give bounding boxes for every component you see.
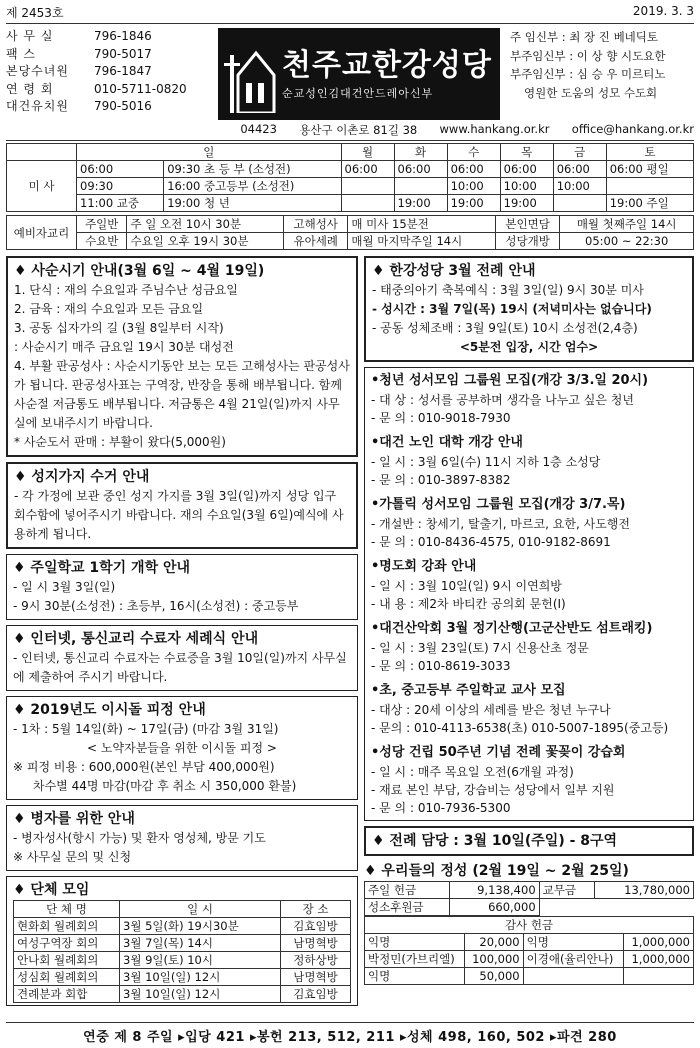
list-item: •청년 성서모임 그룹원 모집(개강 3/3.일 20시) - 대 상 : 성서를 공부하며 생각을 나누고 싶은 청년 - 문 의 : 010-9018-7930	[371, 373, 649, 425]
groups-notice: ♦ 단체 모임 단 체 명 일 시 장 소 현화회 월례회의 3월 5일(화) 19시30분 김효임방 여성구역장 회의 3월 7일(목) 14시 남명혁방 안나회 월례회의 3월 9일(토) 10시 정하상방 성심회 월례회의 3월 10일(일) 12시 남명혁방 견례분과 회합 3월 10일(일) 12시 김효임방	[6, 876, 358, 1006]
street-address: 용산구 이촌로 81길 38	[299, 123, 418, 137]
logo-subtitle: 순교성인김대건안드레아신부	[282, 87, 434, 100]
table-row: 익명 50,000	[365, 968, 694, 985]
contact-kindergarten-spacer	[6, 122, 218, 138]
contact-office: 사 무 실 796-1846	[6, 29, 152, 43]
hymn-footer: 연중 제 8 주일 ▸입당 421 ▸봉헌 213, 512, 211 ▸성체 498, 160, 502 ▸파견 280	[6, 1022, 694, 1045]
church-logo	[218, 28, 500, 120]
catechumen-label: 예비자교리	[7, 216, 77, 250]
contact-kindergarten: 대건유치원 790-5016	[6, 99, 152, 113]
mass-label: 미 사	[7, 161, 77, 212]
issue-row	[6, 4, 694, 24]
table-row: 성소후원금 660,000	[365, 899, 694, 916]
clergy-assistant-2: 부주임신부 : 심 승 우 미르티노	[510, 67, 666, 81]
address-row	[6, 120, 694, 141]
mass-row: 미 사 06:00 09:30 초 등 부 (소성전) 06:00 06:00 06:00 06:00 06:00 06:00 평일	[7, 161, 694, 178]
mass-schedule-table	[6, 143, 694, 212]
contact-fax: 팩 스 790-5017	[6, 46, 152, 61]
thanks-offering-table	[364, 916, 694, 985]
table-row: 익명 20,000 익명 1,000,000	[365, 934, 694, 951]
palm-notice: ♦ 성지가지 수거 안내 - 각 가정에 보관 중인 성지 가지를 3월 3일(일)까지 성당 입구 회수함에 넣어주시기 바랍니다. 재의 수요일(3월 6일)예식에 사용하게 됩니다.	[6, 462, 358, 549]
church-building-icon	[222, 35, 282, 113]
table-row: 성심회 월례회의 3월 10일(일) 12시 남명혁방	[14, 969, 351, 986]
table-row: 박정민(가브리엘) 100,000 이경애(율리안나) 1,000,000	[365, 951, 694, 968]
header	[6, 28, 694, 120]
sacrament-table	[6, 215, 694, 250]
table-row: 주일 헌금 9,138,400 교무금 13,780,000	[365, 882, 694, 899]
left-column	[6, 256, 358, 1011]
list-item: •대건산악회 3월 정기산행(고군산반도 섬트래킹) - 일 시 : 3월 23일(토) 7시 신용산초 정문 - 문 의 : 010-8619-3033	[371, 621, 653, 673]
table-row: 현화회 월례회의 3월 5일(화) 19시30분 김효임방	[14, 918, 351, 935]
retreat-notice: ♦ 2019년도 이시돌 피정 안내 - 1차 : 5월 14일(화) ~ 17일(금) (마감 3월 31일) < 노약자분들을 위한 이시돌 피정 > ※ 피정 비용 : 600,000원(본인 부담 400,000원) 차수별 44명 마감(마감 후 취소 시 350,000 환불)	[6, 696, 358, 800]
table-row: 견례분과 회합 3월 10일(일) 12시 김효임방	[14, 986, 351, 1003]
clergy-pastor: 주 임신부 : 최 장 진 베네딕토	[510, 30, 659, 44]
table-row: 여성구역장 회의 3월 7일(목) 14시 남명혁방	[14, 935, 351, 952]
right-column	[364, 256, 694, 1011]
list-item: •가톨릭 성서모임 그룹원 모집(개강 3/7.목) - 개설반 : 창세기, 탈출기, 마르코, 요한, 사도행전 - 문 의 : 010-8436-4575, 010-9182-8691	[371, 497, 630, 549]
contact-convent: 본당수녀원 796-1847	[6, 64, 152, 78]
sacrament-row: 수요반 수요일 오후 19시 30분 유아세례 매월 마지막주일 14시 성당개방 05:00 ~ 22:30	[7, 233, 694, 250]
liturgy-duty: ♦ 전례 담당 : 3월 10일(주일) - 8구역	[364, 826, 694, 856]
lent-notice: ♦ 사순시기 안내(3월 6일 ~ 4월 19일) 1. 단식 : 재의 수요일과 주님수난 성금요일 2. 금육 : 재의 수요일과 모든 금요일 3. 공동 십자가의 길 (3월 8일부터 시작) : 사순시기 매주 금요일 19시 30분 대성전 4. 부활 판공성사 : 사순시기동안 보는 모든 고해성사는 판공성사가 됩니다. 판공성사표는 구역장, 반장을 통해 배부됩니다. 함께 사순절 저금통도 배부됩니다. 저금통은 4월 21일(일)까지 사무실에 보내주시기 바랍니다. * 사순도서 판매 : 부활이 왔다(5,000원)	[6, 256, 358, 457]
list-item: •성당 건립 50주년 기념 전례 꽃꽂이 강습회 - 일 시 : 매주 목요일 오전(6개월 과정) - 재료 본인 부담, 강습비는 성당에서 일부 지원 - 문 의 : 010-7936-5300	[371, 745, 626, 815]
liturgy-notice: ♦ 한강성당 3월 전례 안내 - 태중의아기 축복예식 : 3월 3일(일) 9시 30분 미사 - 성시간 : 3월 7일(목) 19시 (저녁미사는 없습니다) - 공동 성체조배 : 3월 9일(토) 10시 소성전(2,4층) <5분전 입장, 시간 엄수>	[364, 256, 694, 362]
clergy-order: 영원한 도움의 성모 수도회	[524, 85, 658, 100]
email-link[interactable]: office@hankang.or.kr	[571, 122, 694, 136]
mass-header-row: 일 월 화 수 목 금 토	[7, 144, 694, 161]
offering-section: ♦ 우리들의 정성 (2월 19일 ~ 2월 25일) 주일 헌금 9,138,400 교무금 13,780,000 성소후원금 660,000 감사 헌금 익명 20,000 익명 1,000,000 박정민(가브리엘) 100,000 이경애(율리안나) 1,000,000 익명 50,000	[364, 861, 694, 985]
offering-table	[364, 881, 694, 916]
issue-number: 제 2453호	[6, 6, 64, 20]
logo-title: 천주교한강성당	[282, 48, 492, 83]
groups-table	[13, 900, 351, 1003]
issue-date: 2019. 3. 3	[632, 4, 694, 18]
community-notices	[364, 367, 694, 821]
table-row: 감사 헌금	[365, 917, 694, 934]
sacrament-row: 예비자교리 주일반 주 일 오전 10시 30분 고해성사 매 미사 15분전 본인면담 매월 첫째주일 14시	[7, 216, 694, 233]
contact-list	[6, 28, 218, 120]
list-item: •명도회 강좌 안내 - 일 시 : 3월 10일(일) 9시 이연희방 - 내 용 : 제2차 바티칸 공의회 문헌(I)	[371, 559, 566, 611]
clergy-list	[500, 28, 694, 120]
sick-notice: ♦ 병자를 위한 안내 - 병자성사(항시 가능) 및 환자 영성체, 방문 기도 ※ 사무실 문의 및 신청	[6, 805, 358, 871]
table-row: 안나회 월례회의 3월 9일(토) 10시 정하상방	[14, 952, 351, 969]
content-columns	[6, 256, 694, 1011]
mass-row: 09:30 16:00 중고등부 (소성전) 10:00 10:00 10:00	[7, 178, 694, 195]
clergy-assistant-1: 부주임신부 : 이 상 향 시도요한	[510, 48, 666, 63]
postal-code: 04423	[240, 122, 277, 136]
contact-funeral: 연 령 회 010-5711-0820	[6, 81, 187, 96]
mass-row: 11:00 교중 19:00 청 년 19:00 19:00 19:00 19:00 주일	[7, 195, 694, 212]
baptism-notice: ♦ 인터넷, 통신교리 수료자 세례식 안내 - 인터넷, 통신교리 수료자는 수료증을 3월 10일(일)까지 사무실에 제출하여 주시기 바랍니다.	[6, 625, 358, 691]
logo-text	[282, 47, 492, 101]
list-item: •대건 노인 대학 개강 안내 - 일 시 : 3월 6일(수) 11시 지하 1층 소성당 - 문 의 : 010-3897-8382	[371, 435, 601, 487]
list-item: •초, 중고등부 주일학교 교사 모집 - 대상 : 20세 이상의 세례를 받은 청년 누구나 - 문의 : 010-4113-6538(초) 010-5007-1895(중고등)	[371, 683, 669, 735]
website-link[interactable]: www.hankang.or.kr	[439, 122, 550, 136]
groups-header: 단 체 명 일 시 장 소	[14, 901, 351, 918]
sunday-school-notice: ♦ 주일학교 1학기 개학 안내 - 일 시 3월 3일(일) - 9시 30분(소성전) : 초등부, 16시(소성전) : 중고등부	[6, 554, 358, 620]
